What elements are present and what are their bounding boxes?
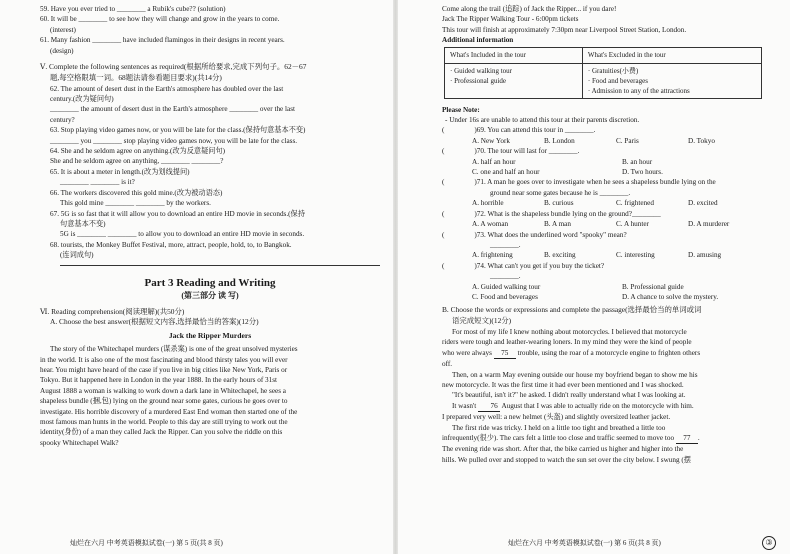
- passage-line: shapeless bundle (捆,包) lying on the ground near some gates, curious he goes over to: [40, 397, 288, 406]
- passage-b-line: Then, on a warm May evening outside our house my boyfriend began to show me his: [452, 370, 698, 379]
- option: C. Paris: [616, 136, 639, 145]
- options-70b: [442, 167, 776, 177]
- item-59: 59. Have you ever tried to ________ a Rubik's cube?? (solution): [40, 5, 226, 13]
- right-footer: 灿烂在六月 中考英语模拟试卷(一) 第 6 页(共 8 页): [508, 539, 661, 547]
- tour-tickets: Jack The Ripper Walking Tour - 6:00pm tickets: [442, 15, 579, 24]
- part-3-title: Part 3 Reading and Writing: [144, 276, 276, 289]
- answer-blank[interactable]: 76: [478, 401, 500, 412]
- item-61-hint: (design): [50, 46, 74, 55]
- section-a-title: A. Choose the best answer(根据短文内容,选择最恰当的答案)(12分): [50, 317, 259, 327]
- item-63-answer: ________ you ________ stop playing video games now, you will be late for the class.: [50, 136, 298, 145]
- option: D. A murderer: [688, 220, 730, 229]
- passage-b-line: who were always 75 trouble, using the roar of a motorcycle engine to frighten others: [442, 348, 776, 359]
- item-67: 67. 5G is so fast that it will allow you to download an entire HD movie in seconds.(保持: [50, 209, 305, 218]
- option: A. Guided walking tour: [472, 282, 541, 291]
- page-mark: ③: [762, 536, 776, 550]
- excluded-item: · Admission to any of the attractions: [587, 86, 690, 95]
- option: B. London: [544, 136, 575, 145]
- item-67-cont: 句意基本不变): [60, 219, 106, 228]
- option: B. curious: [544, 199, 574, 208]
- section-b-title-cont: 语完成短文)(12分): [452, 316, 512, 326]
- please-note: Please Note:: [442, 105, 480, 114]
- passage-line: August 1888 a woman is walking to work down a dark lane in Whitechapel, he sees a: [40, 386, 286, 395]
- question-73: ( )73. What does the underlined word "spooky" mean?: [442, 230, 627, 239]
- option: C. one and half an hour: [472, 168, 540, 177]
- section-6-title: Ⅵ. Reading comprehension(阅读理解)(共50分): [40, 306, 185, 316]
- item-67-answer: 5G is ________ ________ to allow you to download an entire HD movie in seconds.: [60, 230, 305, 239]
- item-68-hint: (连词成句): [60, 251, 94, 260]
- section-5-title: Ⅴ. Complete the following sentences as required(根据所给要求,完成下列句子。62－67: [40, 62, 307, 72]
- option: B. Professional guide: [622, 282, 684, 291]
- question-74: ( )74. What can't you get if you buy the ticket?: [442, 261, 605, 270]
- options-74b: [442, 292, 776, 302]
- tour-table: [444, 47, 762, 99]
- included-cell: [445, 63, 583, 98]
- tour-intro: Come along the trail (追踪) of Jack the Ripper... if you dare!: [442, 5, 617, 13]
- passage-line: hear. You might have heard of the case if you live in big cities like New York, Paris or: [40, 365, 288, 374]
- included-header: What's Included in the tour: [445, 47, 583, 63]
- option: A. A woman: [472, 220, 509, 229]
- item-62-cont: century.(改为疑问句): [50, 95, 114, 104]
- option: C. A hunter: [616, 220, 649, 229]
- passage-line: Tokyo. But it happened here in London in the year 1888. In the early hours of 31st: [40, 376, 278, 385]
- option: A. half an hour: [472, 157, 516, 166]
- passage-b-line: The first ride was tricky. I held on a little too tight and breathed a little too: [452, 423, 666, 432]
- options-69: [442, 136, 776, 146]
- option: C. frightened: [616, 199, 654, 208]
- question-72: ( )72. What is the shapeless bundle lying on the ground?________: [442, 209, 661, 218]
- item-60: 60. It will be ________ to see how they will change and grow in the years to come.: [40, 15, 280, 24]
- item-65-answer: ________ ________ is it?: [60, 178, 135, 187]
- option: D. amusing: [688, 251, 722, 260]
- question-73-cont: ________.: [490, 240, 521, 249]
- passage-b-line: infrequently(很少). The cars felt a little too close and traffic seemed to move too 77 .: [442, 433, 776, 444]
- item-63: 63. Stop playing video games now, or you will be late for the class.(保持句意基本不变): [50, 126, 306, 135]
- question-74-cont: ________.: [490, 272, 521, 281]
- left-column: [40, 4, 380, 448]
- option: D. Two hours.: [622, 168, 663, 177]
- item-68-answer-line: [60, 265, 380, 266]
- passage-b-line: The evening ride was short. After that, the bike carried us higher and higher into the: [442, 445, 684, 454]
- item-66-answer: This gold mine ________ ________ by the workers.: [60, 199, 211, 208]
- option: A. New York: [472, 136, 510, 145]
- excluded-item: · Food and beverages: [587, 76, 648, 85]
- question-69: ( )69. You can attend this tour in ________.: [442, 126, 596, 135]
- passage-line: investigate. His horrible discovery of a murdered East End woman then started one of the: [40, 407, 298, 416]
- option: C. interesting: [616, 251, 655, 260]
- passage-line: spooky Whitechapel Walk?: [40, 438, 119, 447]
- item-64-answer: She and he seldom agree on anything, ________ ________?: [50, 157, 224, 166]
- option: A. horrible: [472, 199, 504, 208]
- passage-b-line: riders were tough and leather-wearing loners. In my mind they were the kind of people: [442, 338, 692, 347]
- excluded-header: What's Excluded in the tour: [582, 47, 761, 63]
- passage-b-line: hills. We pulled over and stopped to watch the sun set over the city below. I swung (摆: [442, 455, 691, 464]
- answer-blank[interactable]: 77: [676, 433, 698, 444]
- excluded-item: · Gratuities(小费): [587, 66, 639, 75]
- item-64: 64. She and he seldom agree on anything.(改为反意疑问句): [50, 147, 226, 156]
- option: B. A man: [544, 220, 571, 229]
- question-70: ( )70. The tour will last for ________.: [442, 147, 580, 156]
- included-item: · Professional guide: [450, 76, 506, 85]
- passage-b-line: I prepared very well: a new helmet (头盔) and slightly oversized leather jacket.: [442, 413, 671, 422]
- answer-blank[interactable]: 75: [494, 348, 516, 359]
- right-page: [398, 0, 790, 554]
- option: D. excited: [688, 199, 718, 208]
- passage-b-line: It wasn't 76 August that I was able to actually ride on the motorcycle with him.: [442, 401, 776, 412]
- item-62-answer-cont: century?: [50, 115, 75, 124]
- options-71: [442, 198, 776, 208]
- included-item: · Guided walking tour: [450, 66, 513, 75]
- passage-b-line: For most of my life I knew nothing about motorcycles. I believed that motorcycle: [452, 327, 687, 336]
- options-72: [442, 219, 776, 229]
- item-66: 66. The workers discovered this gold mine.(改为被动语态): [50, 188, 223, 197]
- option: B. an hour: [622, 157, 653, 166]
- section-b-title: B. Choose the words or expressions and complete the passage(选择最恰当的单词或词: [442, 305, 702, 315]
- passage-b-line: new motorcycle. It was the first time it had ever been mentioned and I was shocked.: [442, 380, 684, 389]
- left-page: [0, 0, 394, 554]
- passage-title: Jack the Ripper Murders: [168, 331, 252, 341]
- option: D. A chance to solve the mystery.: [622, 292, 719, 301]
- additional-info-heading: Additional information: [442, 36, 514, 45]
- passage-line: The story of the Whitechapel murders (谋杀案) is one of the great unsolved mysteries: [50, 345, 298, 354]
- passage-line: identity(身份) of a man they called Jack the Ripper. Can you solve the riddle on this: [40, 428, 283, 437]
- passage-line: most famous man hunts in the world. People to this day are still trying to work out the: [40, 417, 288, 426]
- left-footer: 灿烂在六月 中考英语模拟试卷(一) 第 5 页(共 8 页): [70, 539, 223, 547]
- part-3-subtitle: (第三部分 读 写): [181, 290, 239, 300]
- options-70a: [442, 157, 776, 167]
- item-68: 68. tourists, the Monkey Buffet Festival, more, attract, people, hold, to, to Bangkok.: [50, 240, 292, 249]
- item-62-answer: ________ the amount of desert dust in the Earth's atmosphere ________ over the last: [50, 105, 296, 114]
- excluded-cell: [582, 63, 761, 98]
- options-73: [442, 250, 776, 260]
- option: C. Food and beverages: [472, 292, 538, 301]
- question-71-cont: ground near some gates because he is ________.: [490, 188, 631, 197]
- item-62: 62. The amount of desert dust in the Earth's atmosphere has doubled over the last: [50, 84, 284, 93]
- passage-b-line: "It's beautiful, isn't it?" he asked. I didn't really understand what I was looking at.: [452, 391, 686, 400]
- options-74a: [442, 282, 776, 292]
- item-61: 61. Many fashion ________ have included flamingos in their designs in recent years.: [40, 36, 285, 45]
- passage-line: in the world. It is also one of the most fascinating and blood thirsty tales you will ever: [40, 355, 288, 364]
- option: B. exciting: [544, 251, 576, 260]
- option: A. frightening: [472, 251, 513, 260]
- passage-b: [442, 327, 776, 465]
- right-column: [442, 4, 776, 465]
- option: D. Tokyo: [688, 136, 715, 145]
- item-65: 65. It is about a meter in length.(改为划线提问): [50, 167, 190, 176]
- item-60-hint: (interest): [50, 25, 76, 34]
- note-line: - Under 16s are unable to attend this tour at their parents discretion.: [445, 116, 640, 125]
- question-71: ( )71. A man he goes over to investigate when he sees a shapeless bundle lying on the: [442, 178, 716, 187]
- tour-finish: This tour will finish at approximately 7:30pm near Liverpool Street Station, London.: [442, 25, 687, 34]
- passage-b-line: off.: [442, 360, 453, 369]
- section-5-title-cont: 题,每空格限填一词。68题法请参看题目要求)(共14分): [50, 72, 222, 82]
